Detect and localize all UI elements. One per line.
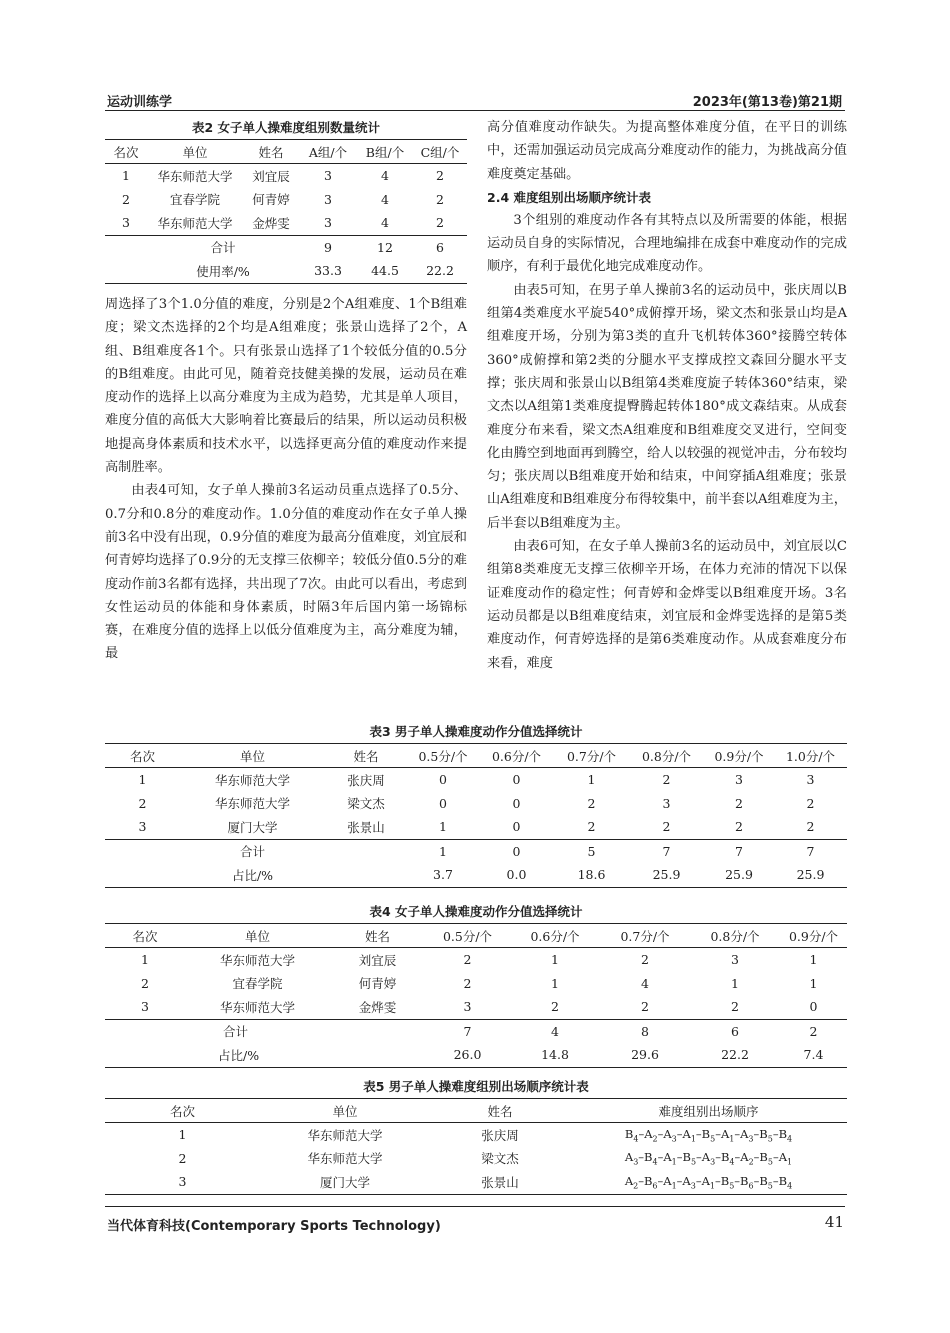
sequence-separator: – xyxy=(753,1150,760,1165)
difficulty-code: $A_2$ xyxy=(740,1150,754,1167)
table-cell: 2 xyxy=(662,772,671,788)
column-header: 0.8分/个 xyxy=(690,924,780,948)
table-cell: 1 xyxy=(809,975,818,991)
ratio-row xyxy=(105,259,467,283)
left-column-text xyxy=(105,293,467,666)
paragraph: 由表6可知，在女子单人操前3名的运动员中，刘宜辰以C组第8类难度无支撑三依柳辛开场，在体力充沛的情况下以保证难度动作的稳定性；何青婷和金烨雯以B组难度开场。3名运动员都是以B组难度结束，刘宜辰和金烨雯选择的是第5类难度动作，何青婷选择的是第6类难度动作。从成套难度分布来看，难度 xyxy=(487,539,847,671)
table-cell: 宜春学院 xyxy=(169,192,220,208)
table-cell: 8 xyxy=(600,1019,690,1043)
table-cell: 4 xyxy=(510,1019,600,1043)
paragraph: 周选择了3个1.0分值的难度，分别是2个A组难度、1个B组难度；梁文杰选择的2个均是A组难度；张景山选择了2个，A组、B组难度各1个。只有张景山选择了1个较低分值的0.5分的B组难度。由此可见，随着竞技健美操的发展，运动员在难度动作的选择上以高分难度为主成为趋势，尤其是单人项目，难度分值的高低大大影响着比赛最后的结果，所以运动员积极地提高身体素质和技术水平，以选择更高分值的难度动作来提高制胜率。 xyxy=(105,297,467,476)
sequence-separator: – xyxy=(772,1150,779,1165)
table-cell: 2 xyxy=(641,999,649,1015)
table-cell: 刘宜辰 xyxy=(252,168,290,184)
table5-grid xyxy=(105,1098,847,1195)
difficulty-code: $A_1$ xyxy=(701,1173,715,1190)
table-cell: 华东师范大学 xyxy=(307,1151,383,1167)
table-cell: 2 xyxy=(436,191,444,207)
sequence-cell xyxy=(570,1147,847,1171)
difficulty-code: $A_1$ xyxy=(720,1126,735,1143)
table3-grid xyxy=(105,743,847,888)
difficulty-code: $B_4$ xyxy=(778,1126,793,1143)
sequence-separator: – xyxy=(657,1150,664,1165)
table-cell: 1 xyxy=(551,952,559,968)
column-header: 0.7分/个 xyxy=(600,924,690,948)
difficulty-code: $B_6$ xyxy=(740,1173,754,1190)
table-cell: 华东师范大学 xyxy=(214,796,290,812)
difficulty-code: $A_2$ xyxy=(624,1173,639,1190)
difficulty-code: $A_3$ xyxy=(663,1126,677,1143)
table-row xyxy=(105,792,847,816)
table-row xyxy=(105,948,847,972)
table-cell: 1 xyxy=(551,975,559,991)
table-cell: 华东师范大学 xyxy=(214,772,290,788)
table-cell: 1 xyxy=(407,839,479,863)
table-row xyxy=(105,768,847,792)
column-header: 0.6分/个 xyxy=(510,924,600,948)
sequence-separator: – xyxy=(638,1173,644,1188)
difficulty-code: $A_1$ xyxy=(682,1126,696,1143)
sequence-separator: – xyxy=(657,1126,664,1141)
column-header: 单位 xyxy=(185,924,330,948)
table-cell: 2 xyxy=(806,795,815,811)
total-label: 合计 xyxy=(180,839,325,863)
sequence-separator: – xyxy=(638,1126,645,1141)
table3-caption: 表3 男子单人操难度动作分值选择统计 xyxy=(369,724,583,739)
table-cell: 4 xyxy=(641,975,649,991)
difficulty-code: $A_3$ xyxy=(624,1150,639,1167)
journal-section-title: 运动训练学 xyxy=(107,95,173,110)
table-cell: 25.9 xyxy=(774,863,847,887)
difficulty-code: $A_1$ xyxy=(663,1173,677,1190)
sequence-separator: – xyxy=(657,1173,664,1188)
difficulty-code: $A_1$ xyxy=(778,1150,793,1167)
difficulty-code: $B_5$ xyxy=(759,1126,773,1143)
table-cell: 2 xyxy=(662,819,671,835)
table-cell: 44.5 xyxy=(357,259,413,283)
table-cell: 2 xyxy=(178,1150,187,1166)
table-cell: 1 xyxy=(809,952,818,968)
total-label: 合计 xyxy=(147,235,299,259)
column-header: 0.8分/个 xyxy=(629,744,704,768)
table5-caption: 表5 男子单人操难度组别出场顺序统计表 xyxy=(363,1079,589,1094)
column-header: 名次 xyxy=(105,924,185,948)
sequence-separator: – xyxy=(734,1126,741,1141)
table-cell: 5 xyxy=(554,839,629,863)
paragraph: 由表4可知，女子单人操前3名运动员重点选择了0.5分、0.7分和0.8分的难度动作。1.0分值的难度动作在女子单人操前3名中没有出现，0.9分值的难度为最高分值难度，刘宜辰和何青婷均选择了0.9分的无支撑三依柳辛；较低分值0.5分的难度动作前3名都有选择，共出现了7次。由此可以看出，考虑到女性运动员的体能和身体素质，时隔3年后国内第一场锦标赛，在难度分值的选择上以低分值难度为主，高分难度为辅，最 xyxy=(105,483,467,662)
table-cell: 0 xyxy=(439,772,447,788)
paragraph: 由表5可知，在男子单人操前3名的运动员中，张庆周以B组第4类难度水平旋540°成俯撑开场，梁文杰和张景山均是A组难度开场，分别为第3类的直升飞机转体360°接腾空转体360°成俯撑和第2类的分腿水平支撑成控文森回分腿水平支撑；张庆周和张景山以B组第4类难度旋子转体360°结束，梁文杰以A组第1类难度提臀腾起转体180°成文森结束。从成套难度分布来看，梁文杰A组难度和B组难度交叉进行，空间变化由腾空到地面再到腾空，给人以较强的视觉冲击，分布较均匀；张庆周以B组难度开始和结束，中间穿插A组难度；张景山A组难度和B组难度分布得较集中，前半套以A组难度为主，后半套以B组难度为主。 xyxy=(487,282,847,531)
column-header: 姓名 xyxy=(325,744,407,768)
table-cell: 22.2 xyxy=(690,1043,780,1067)
table-cell: 14.8 xyxy=(510,1043,600,1067)
table4-caption: 表4 女子单人操难度动作分值选择统计 xyxy=(369,904,583,919)
table-cell: 何青婷 xyxy=(358,976,397,992)
difficulty-code: $B_5$ xyxy=(682,1150,697,1167)
table-cell: 张景山 xyxy=(430,1170,570,1194)
column-header: 单位 xyxy=(147,140,243,164)
table-cell: 2 xyxy=(735,819,743,835)
table2-caption: 表2 女子单人操难度组别数量统计 xyxy=(191,120,381,135)
table-cell: 0 xyxy=(512,772,521,788)
total-label: 合计 xyxy=(185,1019,425,1043)
column-header: 姓名 xyxy=(430,1099,570,1123)
paragraph: 3个组别的难度动作各有其特点以及所需要的体能，根据运动员自身的实际情况，合理地编排在成套中难度动作的完成顺序，有利于最优化地完成难度动作。 xyxy=(487,212,847,275)
table-row xyxy=(105,1170,847,1194)
difficulty-code: $A_3$ xyxy=(701,1150,716,1167)
table-cell: 0 xyxy=(512,819,521,835)
table-cell: 29.6 xyxy=(600,1043,690,1067)
sequence-separator: – xyxy=(715,1150,721,1165)
table-cell: 0 xyxy=(439,795,447,811)
table-cell: 7.4 xyxy=(780,1043,847,1067)
table-cell: 4 xyxy=(381,168,389,184)
table-cell: 3 xyxy=(105,1170,260,1194)
ratio-label: 占比/% xyxy=(185,1043,425,1067)
table-cell: 2 xyxy=(587,819,596,835)
sequence-separator: – xyxy=(753,1126,760,1141)
table-cell: 金烨雯 xyxy=(252,215,290,231)
table-cell: 7 xyxy=(425,1019,510,1043)
table-cell: 1 xyxy=(587,772,596,788)
table-cell: 3 xyxy=(662,795,671,811)
table-row xyxy=(105,164,467,188)
difficulty-code: $B_4$ xyxy=(778,1173,793,1190)
table-cell: 22.2 xyxy=(413,259,467,283)
sequence-separator: – xyxy=(676,1126,683,1141)
table-cell: 华东师范大学 xyxy=(157,215,233,231)
difficulty-code: $B_4$ xyxy=(624,1126,639,1143)
difficulty-code: $A_2$ xyxy=(644,1126,658,1143)
table-cell: 33.3 xyxy=(299,259,357,283)
table-cell: 6 xyxy=(413,235,467,259)
table-cell: 2 xyxy=(731,999,739,1015)
table-row xyxy=(105,995,847,1019)
table-cell: 宜春学院 xyxy=(232,976,283,992)
sequence-cell xyxy=(570,1170,847,1194)
table-cell: 张景山 xyxy=(347,819,385,835)
table-cell: 2 xyxy=(463,952,472,968)
table-cell: 梁文杰 xyxy=(347,796,385,812)
column-header: 0.7分/个 xyxy=(554,744,629,768)
table-cell: 18.6 xyxy=(554,863,629,887)
table-cell: 2 xyxy=(806,819,815,835)
table-cell: 华东师范大学 xyxy=(219,999,295,1015)
sequence-separator: – xyxy=(772,1126,779,1141)
sequence-separator: – xyxy=(753,1173,760,1188)
column-header: B组/个 xyxy=(357,140,413,164)
table4-grid xyxy=(105,923,847,1068)
difficulty-code: $B_5$ xyxy=(720,1173,735,1190)
table4 xyxy=(105,902,847,1068)
table-cell: 梁文杰 xyxy=(481,1151,519,1167)
table-cell: 2 xyxy=(436,168,444,184)
difficulty-code: $B_5$ xyxy=(701,1126,716,1143)
difficulty-code: $A_3$ xyxy=(682,1173,696,1190)
column-header: C组/个 xyxy=(413,140,467,164)
sequence-separator: – xyxy=(715,1126,721,1141)
difficulty-code: $A_1$ xyxy=(663,1150,677,1167)
table-row xyxy=(105,1123,847,1147)
table-cell: 0 xyxy=(479,839,554,863)
sequence-separator: – xyxy=(638,1150,645,1165)
total-row xyxy=(105,839,847,863)
table-cell: 2 xyxy=(122,191,130,207)
table-cell: 何青婷 xyxy=(252,192,290,208)
table-cell: 1 xyxy=(141,952,149,968)
table-cell: 3 xyxy=(122,215,130,231)
table-cell: 华东师范大学 xyxy=(157,168,233,184)
table-cell: 0.0 xyxy=(479,863,554,887)
difficulty-code: $B_5$ xyxy=(759,1150,773,1167)
table-cell: 厦门大学 xyxy=(260,1170,430,1194)
column-header: 名次 xyxy=(105,744,180,768)
column-header: 名次 xyxy=(105,140,147,164)
column-header: 0.6分/个 xyxy=(479,744,554,768)
table-cell: 刘宜辰 xyxy=(358,952,397,968)
difficulty-code: $B_4$ xyxy=(644,1150,658,1167)
table5 xyxy=(105,1077,847,1195)
sequence-separator: – xyxy=(676,1150,683,1165)
table-row xyxy=(105,188,467,212)
table-cell: 华东师范大学 xyxy=(219,952,295,968)
table2-grid xyxy=(105,139,467,284)
table-cell: 2 xyxy=(463,975,472,991)
table-cell: 张庆周 xyxy=(481,1127,519,1143)
table-cell: 金烨雯 xyxy=(358,999,397,1015)
ratio-row xyxy=(105,863,847,887)
table-cell: 12 xyxy=(357,235,413,259)
table-cell: 3 xyxy=(138,819,147,835)
section-heading: 2.4 难度组别出场顺序统计表 xyxy=(487,189,651,205)
table-cell: 1 xyxy=(122,168,130,184)
table-cell: 3 xyxy=(324,215,332,231)
table-cell: 7 xyxy=(629,839,704,863)
ratio-row xyxy=(105,1043,847,1067)
column-header: 0.5分/个 xyxy=(425,924,510,948)
issue-info: 2023年(第13卷)第21期 xyxy=(692,95,842,110)
table-cell: 2 xyxy=(780,1019,847,1043)
table-cell: 3.7 xyxy=(407,863,479,887)
table-cell: 2 xyxy=(551,999,559,1015)
difficulty-code: $B_5$ xyxy=(759,1173,773,1190)
table-cell: 3 xyxy=(735,772,743,788)
column-header: 0.5分/个 xyxy=(407,744,479,768)
table-cell: 1 xyxy=(439,819,447,835)
table-cell: 张庆周 xyxy=(347,772,385,788)
total-row xyxy=(105,235,467,259)
difficulty-code: $A_3$ xyxy=(740,1126,754,1143)
table-cell: 3 xyxy=(141,999,149,1015)
column-header: 0.9分/个 xyxy=(704,744,774,768)
sequence-separator: – xyxy=(734,1173,741,1188)
column-header: 单位 xyxy=(260,1099,430,1123)
table-cell: 25.9 xyxy=(629,863,704,887)
sequence-separator: – xyxy=(695,1126,702,1141)
table-cell: 2 xyxy=(641,952,649,968)
table-cell: 6 xyxy=(690,1019,780,1043)
column-header: 单位 xyxy=(180,744,325,768)
table-row xyxy=(105,1147,847,1171)
table-cell: 厦门大学 xyxy=(227,819,278,835)
table3 xyxy=(105,722,847,888)
table-cell: 3 xyxy=(806,772,815,788)
table-cell: 2 xyxy=(141,975,149,991)
table-cell: 3 xyxy=(731,952,739,968)
sequence-separator: – xyxy=(695,1173,702,1188)
table-cell: 1 xyxy=(178,1127,187,1143)
table-cell: 2 xyxy=(587,795,596,811)
column-header: 1.0分/个 xyxy=(774,744,847,768)
sequence-separator: – xyxy=(696,1150,702,1165)
column-header: 姓名 xyxy=(243,140,299,164)
paragraph: 高分值难度动作缺失。为提高整体难度分值，在平日的训练中，还需加强运动员完成高分难度动作的能力，为挑战高分值难度奠定基础。 xyxy=(487,120,847,182)
page-number: 41 xyxy=(824,1213,844,1231)
table-cell: 3 xyxy=(463,999,472,1015)
sequence-separator: – xyxy=(734,1150,741,1165)
table-cell: 0 xyxy=(809,999,818,1015)
right-column-text xyxy=(487,116,847,675)
total-row xyxy=(105,1019,847,1043)
column-header: 姓名 xyxy=(330,924,425,948)
table-cell: 0 xyxy=(512,795,521,811)
table-cell: 26.0 xyxy=(425,1043,510,1067)
table-cell: 4 xyxy=(381,191,389,207)
table-cell: 3 xyxy=(324,168,332,184)
table-cell: 华东师范大学 xyxy=(307,1127,383,1143)
table-cell: 4 xyxy=(381,215,389,231)
sequence-separator: – xyxy=(714,1173,721,1188)
table-cell: 2 xyxy=(735,795,743,811)
column-header: 名次 xyxy=(105,1099,260,1123)
table2 xyxy=(105,118,467,284)
table-row xyxy=(105,211,467,235)
table-cell: 7 xyxy=(704,839,774,863)
table-cell: 1 xyxy=(138,772,147,788)
table-cell: 2 xyxy=(436,215,444,231)
table-cell: 2 xyxy=(138,795,147,811)
column-header: 0.9分/个 xyxy=(780,924,847,948)
header-rule xyxy=(105,110,845,111)
ratio-label: 占比/% xyxy=(180,863,325,887)
sequence-cell xyxy=(570,1123,847,1147)
table-cell: 3 xyxy=(324,191,332,207)
table-cell: 7 xyxy=(774,839,847,863)
ratio-label: 使用率/% xyxy=(147,259,299,283)
column-header: A组/个 xyxy=(299,140,357,164)
footer-journal: 当代体育科技(Contemporary Sports Technology) xyxy=(107,1219,441,1234)
difficulty-code: $B_6$ xyxy=(643,1173,658,1190)
table-cell: 1 xyxy=(731,975,739,991)
sequence-separator: – xyxy=(676,1173,683,1188)
sequence-separator: – xyxy=(772,1173,779,1188)
table-row xyxy=(105,815,847,839)
table-row xyxy=(105,972,847,996)
difficulty-code: $B_4$ xyxy=(720,1150,735,1167)
footer-rule xyxy=(105,1206,845,1207)
table-cell: 9 xyxy=(299,235,357,259)
column-header: 难度组别出场顺序 xyxy=(570,1099,847,1123)
table-cell: 25.9 xyxy=(704,863,774,887)
